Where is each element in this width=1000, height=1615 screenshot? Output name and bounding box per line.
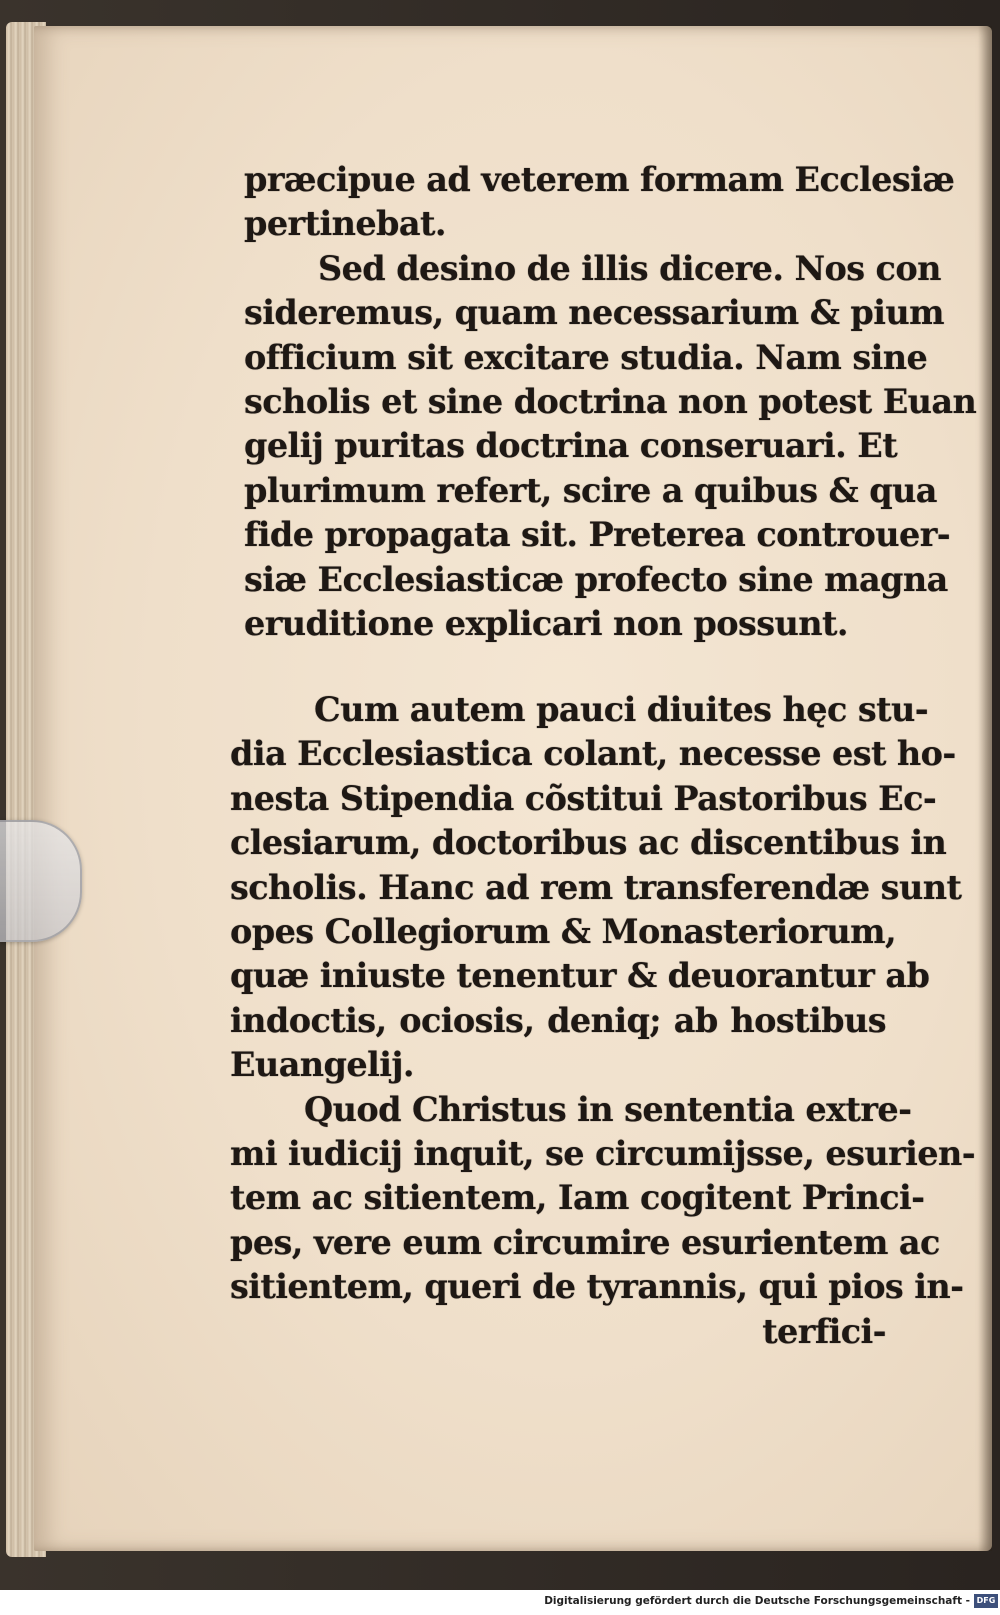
catchword-line (230, 1310, 886, 1354)
text-line: scholis et sine doctrina non potest Euan (244, 382, 977, 422)
catchword: terfici- (762, 1311, 886, 1351)
paragraph-1 (244, 158, 977, 646)
text-line: pertinebat. (244, 204, 446, 244)
text-line: quæ iniuste tenentur & deuorantur ab (230, 956, 930, 996)
text-line: plurimum refert, scire a quibus & qua (244, 470, 937, 510)
text-line: præcipue ad veterem formam Ecclesiæ (244, 160, 955, 199)
dfg-logo-icon: DFG (974, 1594, 998, 1608)
text-line: Quod Christus in sententia extre- (304, 1089, 912, 1129)
text-line: tem ac sitientem, Iam cogitent Princi- (230, 1178, 925, 1218)
footer-bar (0, 1590, 1000, 1615)
text-line: nesta Stipendia cõstitui Pastoribus Ec- (230, 778, 937, 818)
text-line: scholis. Hanc ad rem transferendæ sunt (230, 867, 962, 907)
text-line: officium sit excitare studia. Nam sine (244, 337, 928, 377)
text-line: clesiarum, doctoribus ac discentibus in (230, 823, 947, 863)
text-line: opes Collegiorum & Monasteriorum, (230, 912, 897, 952)
text-line: dia Ecclesiastica colant, necesse est ho- (230, 734, 956, 774)
page-gutter-shadow (978, 26, 992, 1551)
footer-credit: Digitalisierung gefördert durch die Deutsche Forschungsgemeinschaft - (544, 1595, 970, 1607)
text-line: sitientem, queri de tyrannis, qui pios in- (230, 1267, 964, 1307)
text-line: mi iudicij inquit, se circumijsse, esurien- (230, 1134, 976, 1174)
text-line: Euangelij. (230, 1045, 414, 1085)
text-line: siæ Ecclesiasticæ profecto sine magna (244, 559, 948, 599)
paragraph-2 (230, 688, 976, 1354)
text-line: indoctis, ociosis, deniq; ab hostibus (230, 1000, 886, 1040)
text-line: pes, vere eum circumire esurientem ac (230, 1222, 940, 1262)
text-line: fide propagata sit. Preterea controuer- (244, 515, 951, 555)
text-line: Cum autem pauci diuites hęc stu- (314, 690, 929, 729)
text-line: Sed desino de illis dicere. Nos con (318, 248, 941, 288)
text-line: sideremus, quam necessarium & pium (244, 293, 944, 333)
text-line: eruditione explicari non possunt. (244, 604, 848, 644)
page-clip (0, 820, 82, 942)
text-line: gelij puritas doctrina conseruari. Et (244, 426, 898, 466)
